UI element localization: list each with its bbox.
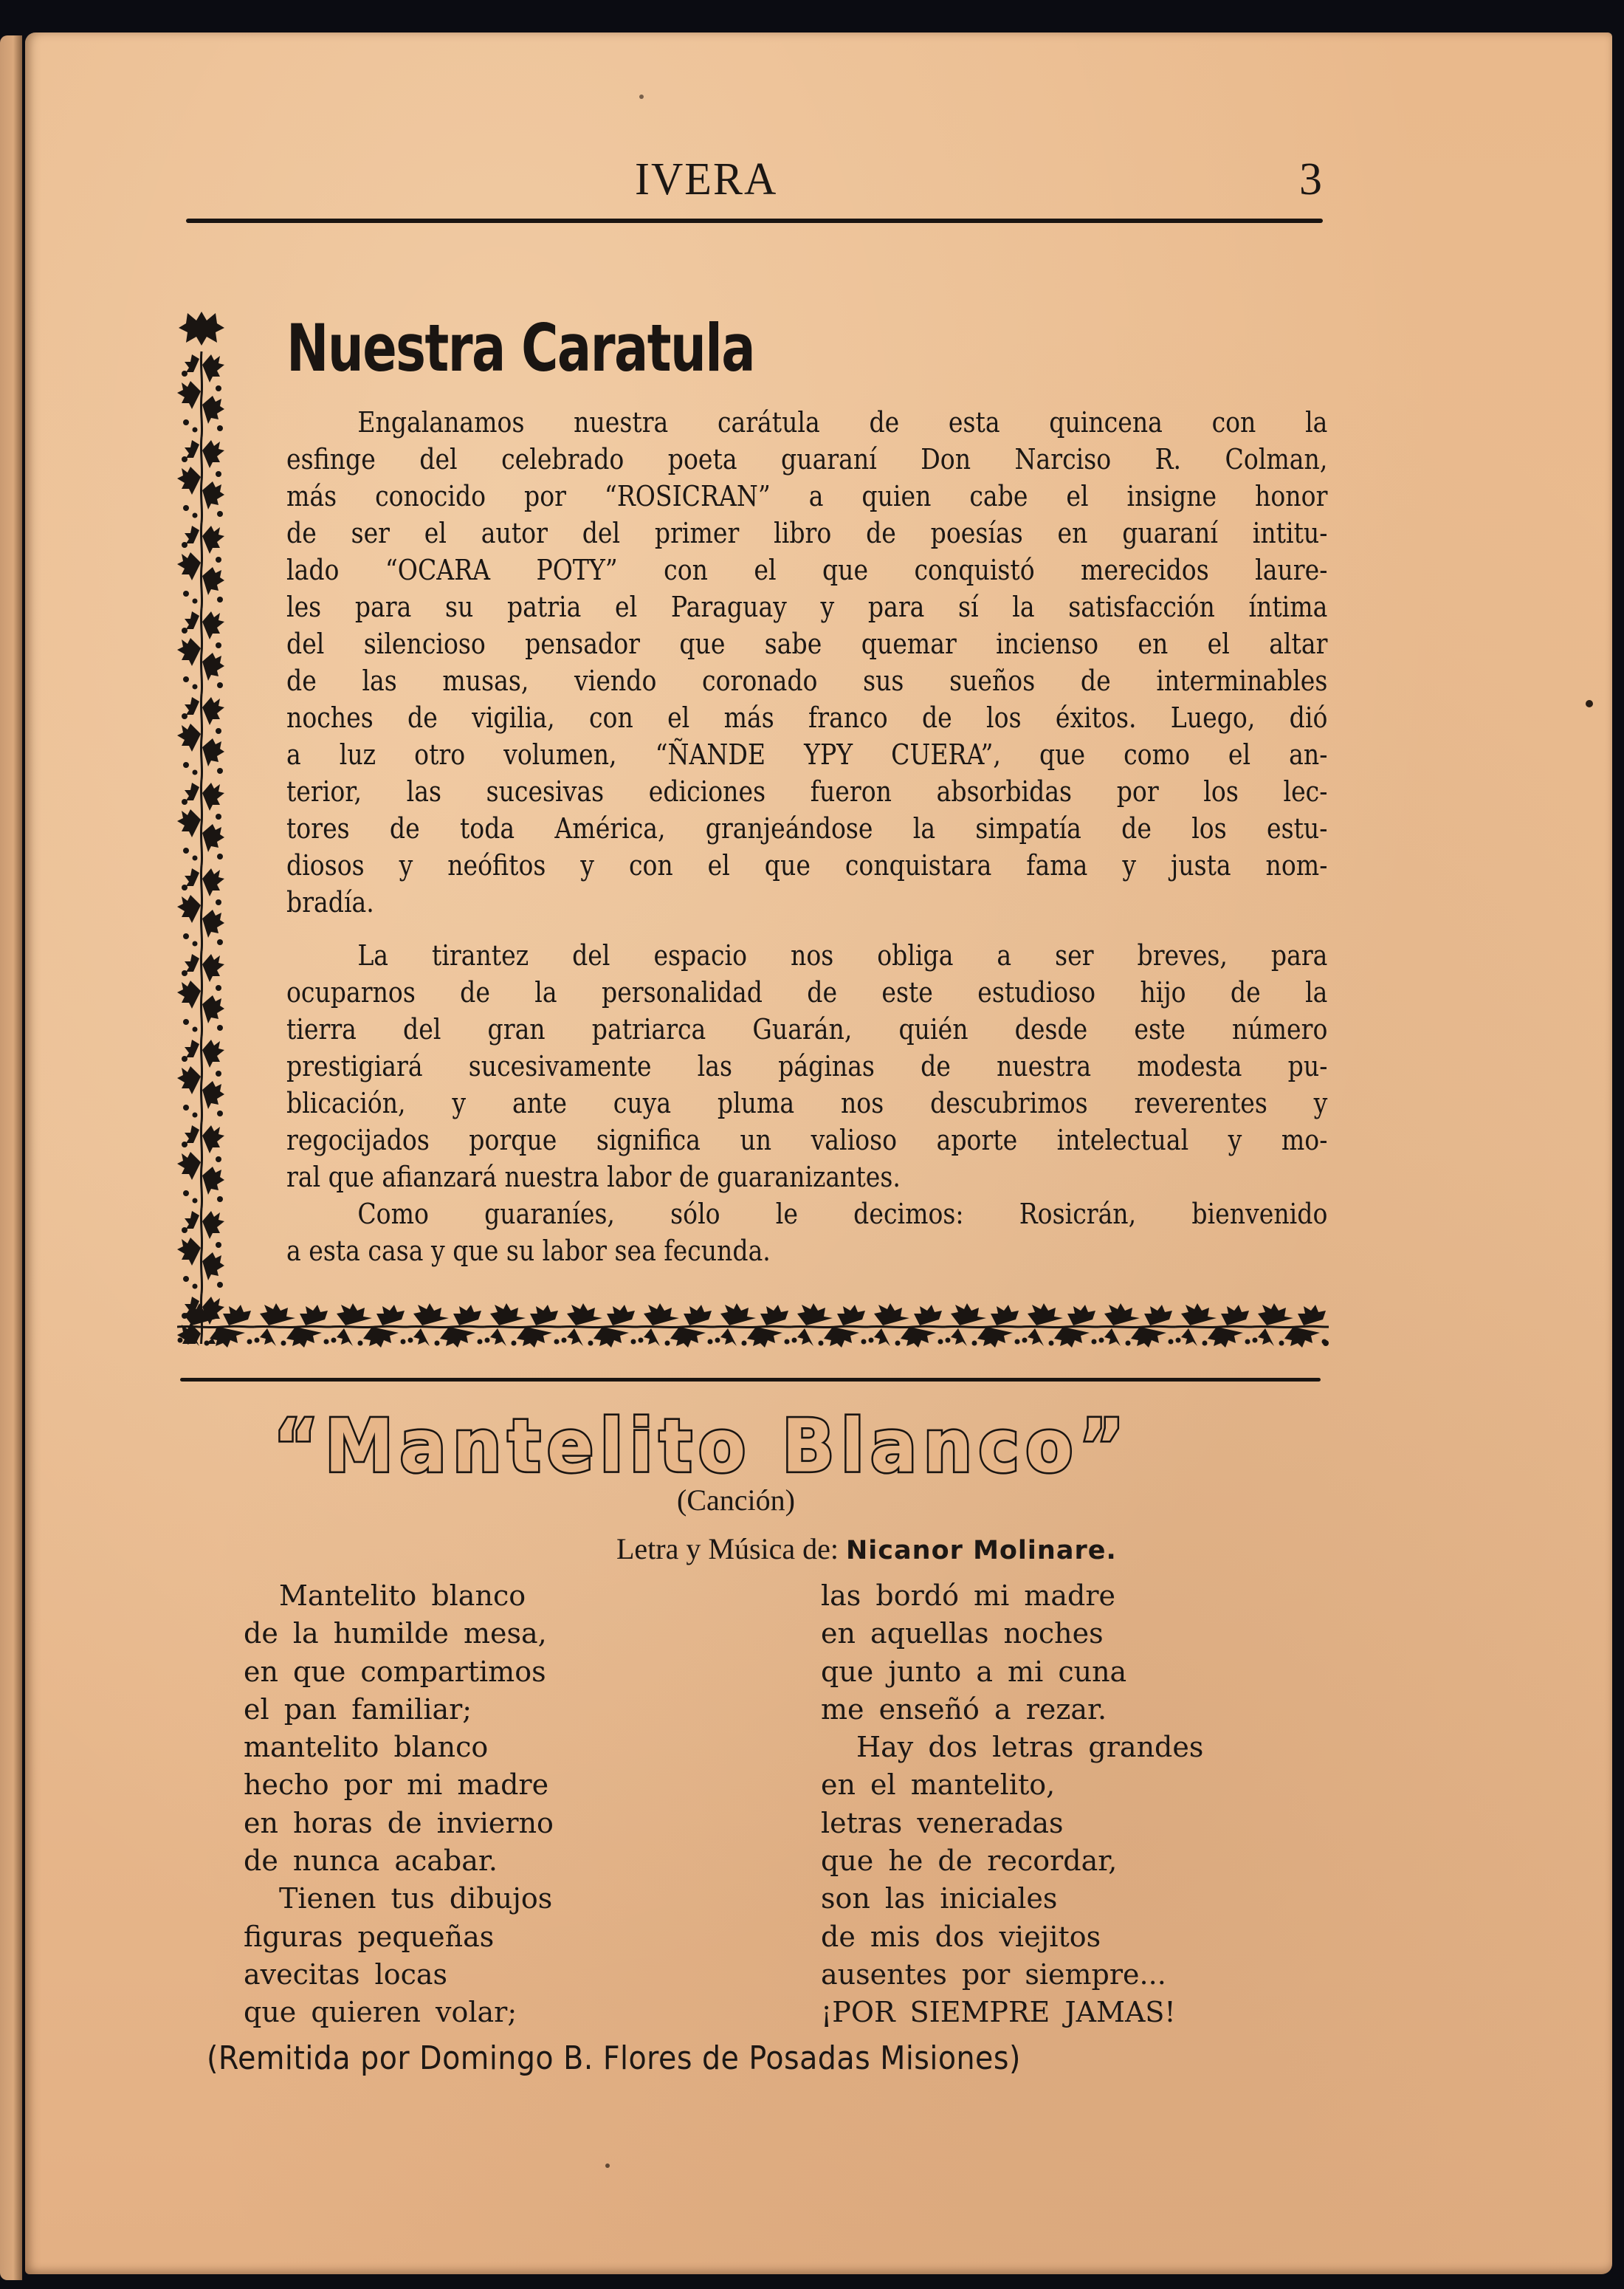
- lyric-line: ¡POR SIEMPRE JAMAS!: [821, 1996, 1176, 2029]
- song-author: Nicanor Molinare.: [846, 1536, 1117, 1565]
- lyric-line: ausentes por siempre...: [821, 1957, 1166, 1991]
- lyric-line: que he de recordar,: [821, 1844, 1118, 1878]
- holly-border-horizontal-icon: [177, 1303, 1329, 1348]
- article-line: Como guaraníes, sólo le decimos: Rosicrán, bienvenido: [357, 1198, 1328, 1231]
- credit-prefix: Letra y Música de:: [616, 1532, 839, 1565]
- holly-border-vertical-icon: [177, 310, 226, 1344]
- article-line: a luz otro volumen, “ÑANDE YPY CUERA”, que como el an-: [286, 738, 1328, 772]
- article-line: a esta casa y que su labor sea fecunda.: [286, 1235, 771, 1268]
- lyric-line: avecitas locas: [244, 1957, 448, 1991]
- article-title: Nuestra Caratula: [286, 310, 755, 386]
- article-line: prestigiará sucesivamente las páginas de nuestra modesta pu-: [286, 1050, 1328, 1083]
- article-line: tierra del gran patriarca Guarán, quién desde este número: [286, 1013, 1328, 1046]
- lyric-line: son las iniciales: [821, 1882, 1058, 1915]
- contributor-note: (Remitida por Domingo B. Flores de Posadas Misiones): [207, 2039, 1021, 2077]
- lyric-line: que junto a mi cuna: [821, 1655, 1127, 1688]
- lyric-line: que quieren volar;: [244, 1996, 517, 2029]
- lyric-line: Tienen tus dibujos: [279, 1882, 553, 1915]
- article-body: [286, 405, 1327, 1270]
- paper-speck: [639, 95, 644, 99]
- article-line: tores de toda América, granjeándose la simpatía de los estu-: [286, 812, 1328, 845]
- article-line: ocuparnos de la personalidad de este estudioso hijo de la: [286, 976, 1328, 1009]
- lyric-line: figuras pequeñas: [244, 1920, 495, 1953]
- lyric-line: las bordó mi madre: [821, 1579, 1115, 1612]
- song-credit: [616, 1531, 1117, 1566]
- song-title: “Mantelito Blanco”: [273, 1404, 1131, 1489]
- article-line: La tirantez del espacio nos obliga a ser breves, para: [357, 939, 1328, 972]
- article-paragraph: [286, 405, 1327, 922]
- lyric-line: me enseñó a rezar.: [821, 1692, 1107, 1726]
- lyric-line: de mis dos viejitos: [821, 1920, 1101, 1953]
- article-paragraph: [286, 938, 1327, 1196]
- article-line: les para su patria el Paraguay y para sí la satisfacción íntima: [286, 591, 1328, 624]
- lyric-line: mantelito blanco: [244, 1731, 489, 1764]
- article-line: noches de vigilia, con el más franco de los éxitos. Luego, dió: [286, 701, 1328, 735]
- lyric-line: el pan familiar;: [244, 1692, 472, 1726]
- lyric-line: Hay dos letras grandes: [856, 1731, 1204, 1764]
- lyrics-right-column: [821, 1577, 1203, 2032]
- article-line: blicación, y ante cuya pluma nos descubrimos reverentes y: [286, 1087, 1328, 1120]
- lyric-line: en que compartimos: [244, 1655, 546, 1688]
- paper-speck: [1586, 700, 1593, 707]
- lyric-line: letras veneradas: [821, 1806, 1064, 1839]
- article-line: diosos y neófitos y con el que conquistara fama y justa nom-: [286, 849, 1328, 882]
- song-subtitle: (Canción): [677, 1483, 795, 1517]
- page-number: 3: [1299, 154, 1322, 205]
- article-line: terior, las sucesivas ediciones fueron absorbidas por los lec-: [286, 775, 1328, 809]
- lyric-line: de la humilde mesa,: [244, 1617, 547, 1650]
- article-line: lado “OCARA POTY” con el que conquistó merecidos laure-: [286, 554, 1328, 587]
- article-line: del silencioso pensador que sabe quemar incienso en el altar: [286, 628, 1328, 661]
- lyric-line: en el mantelito,: [821, 1768, 1056, 1802]
- article-line: esfinge del celebrado poeta guaraní Don Narciso R. Colman,: [286, 443, 1328, 476]
- header-rule: [186, 219, 1323, 223]
- lyric-line: de nunca acabar.: [244, 1844, 498, 1878]
- lyric-line: en horas de invierno: [244, 1806, 554, 1839]
- holly-cap-icon: [179, 312, 224, 346]
- article-line: regocijados porque significa un valioso aporte intelectual y mo-: [286, 1124, 1328, 1157]
- lyric-line: Mantelito blanco: [279, 1579, 526, 1612]
- article-line: ral que afianzará nuestra labor de guaranizantes.: [286, 1161, 901, 1194]
- article-line: más conocido por “ROSICRAN” a quien cabe el insigne honor: [286, 480, 1328, 513]
- article-line: Engalanamos nuestra carátula de esta quincena con la: [357, 406, 1328, 439]
- article-line: de las musas, viendo coronado sus sueños de interminables: [286, 665, 1328, 698]
- lyrics-left-column: [244, 1577, 554, 2032]
- lyric-line: hecho por mi madre: [244, 1768, 549, 1802]
- paper-speck: [605, 2163, 610, 2168]
- article-line: de ser el autor del primer libro de poesías en guaraní intitu-: [286, 517, 1328, 550]
- lyric-line: en aquellas noches: [821, 1617, 1104, 1650]
- article-paragraph: [286, 1196, 1327, 1270]
- section-divider-rule: [180, 1378, 1321, 1382]
- previous-page-edge: [0, 35, 22, 2280]
- running-head: IVERA: [635, 153, 778, 205]
- article-line: bradía.: [286, 886, 374, 919]
